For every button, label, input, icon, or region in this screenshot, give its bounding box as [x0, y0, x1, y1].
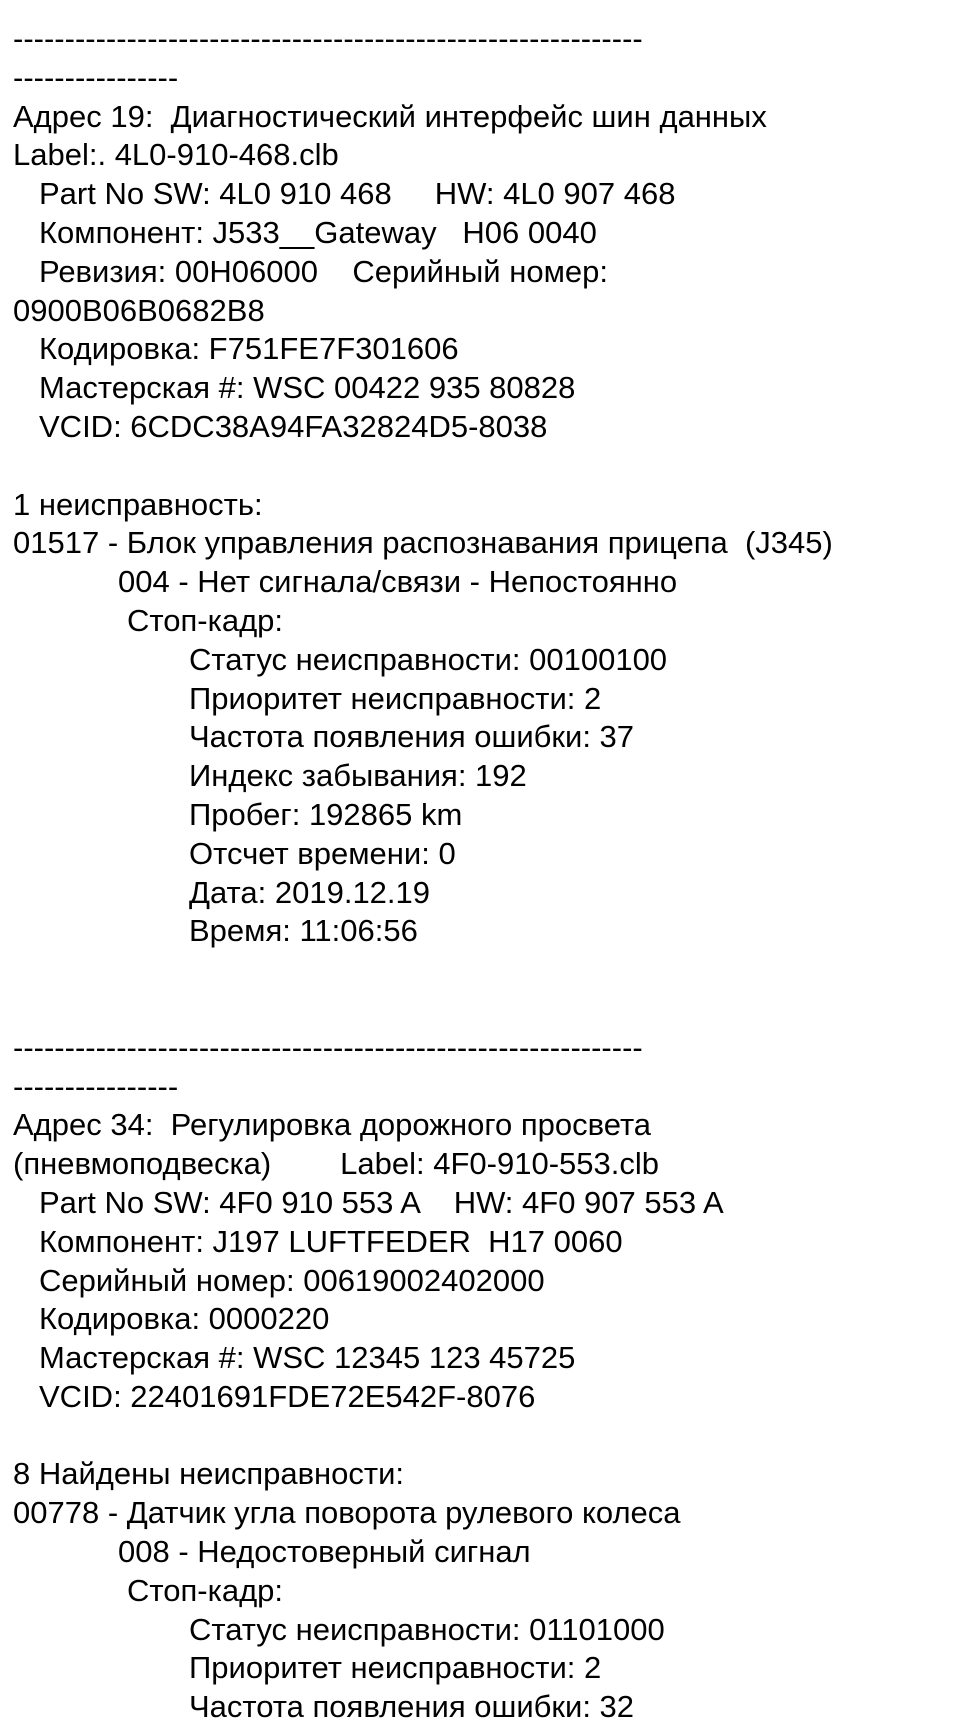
fault-1-time: Время: 11:06:56	[189, 913, 418, 949]
fault-1-freeze-frame-heading: Стоп-кадр:	[127, 602, 284, 638]
address-34-component: Компонент: J197 LUFTFEDER H17 0060	[39, 1223, 623, 1259]
address-19-revision: Ревизия: 00H06000 Серийный номер:	[39, 253, 609, 289]
address-34-serial-number: Серийный номер: 00619002402000	[39, 1262, 545, 1298]
address-34-title: Адрес 34: Регулировка дорожного просвета	[13, 1107, 652, 1143]
separator-line: -------------------------------------------------------------	[13, 21, 643, 56]
blank-line	[13, 1417, 953, 1456]
address-19-serial-number: 0900B06B0682B8	[13, 292, 265, 328]
address-19-label: Label:. 4L0-910-468.clb	[13, 137, 339, 173]
fault-1-status: Статус неисправности: 00100100	[189, 641, 668, 677]
fault-1-time-count: Отсчет времени: 0	[189, 835, 456, 871]
separator-line-continuation: ----------------	[13, 1068, 179, 1104]
separator-line: -------------------------------------------------------------	[13, 1029, 643, 1065]
fault-2-code: 00778 - Датчик угла поворота рулевого колеса	[13, 1495, 681, 1531]
fault-2-frequency: Частота появления ошибки: 32	[189, 1689, 635, 1725]
address-19-workshop: Мастерская #: WSC 00422 935 80828	[39, 370, 576, 406]
blank-line	[13, 447, 953, 486]
address-19-title: Адрес 19: Диагностический интерфейс шин данных	[13, 98, 767, 134]
fault-2-status: Статус неисправности: 01101000	[189, 1611, 665, 1647]
fault-2-freeze-frame-heading: Стоп-кадр:	[127, 1572, 284, 1608]
diagnostic-log	[13, 20, 953, 1727]
address-19-vcid: VCID: 6CDC38A94FA32824D5-8038	[39, 408, 548, 444]
address-34-vcid: VCID: 22401691FDE72E542F-8076	[39, 1378, 536, 1414]
fault-1-mileage: Пробег: 192865 km	[189, 796, 463, 832]
address-34-part-number: Part No SW: 4F0 910 553 A HW: 4F0 907 553 A	[39, 1184, 724, 1220]
address-19-fault-count: 1 неисправность:	[13, 486, 263, 522]
fault-1-type: 004 - Нет сигнала/связи - Непостоянно	[118, 564, 678, 600]
fault-1-priority: Приоритет неисправности: 2	[189, 680, 602, 716]
blank-line	[13, 990, 953, 1029]
fault-1-date: Дата: 2019.12.19	[189, 874, 431, 910]
fault-1-frequency: Частота появления ошибки: 37	[189, 719, 635, 755]
address-19-part-number: Part No SW: 4L0 910 468 HW: 4L0 907 468	[39, 176, 676, 212]
separator-line-continuation: ----------------	[13, 59, 179, 95]
fault-1-code: 01517 - Блок управления распознавания прицепа (J345)	[13, 525, 833, 561]
blank-line	[13, 951, 953, 990]
address-19-component: Компонент: J533__Gateway H06 0040	[39, 214, 597, 250]
address-34-title-continuation: (пневмоподвеска) Label: 4F0-910-553.clb	[13, 1146, 659, 1182]
fault-2-type: 008 - Недостоверный сигнал	[118, 1534, 531, 1570]
address-34-coding: Кодировка: 0000220	[39, 1301, 330, 1337]
address-19-coding: Кодировка: F751FE7F301606	[39, 331, 459, 367]
fault-2-priority: Приоритет неисправности: 2	[189, 1650, 602, 1686]
fault-1-forget-index: Индекс забывания: 192	[189, 758, 527, 794]
address-34-workshop: Мастерская #: WSC 12345 123 45725	[39, 1340, 576, 1376]
address-34-fault-count: 8 Найдены неисправности:	[13, 1456, 405, 1492]
